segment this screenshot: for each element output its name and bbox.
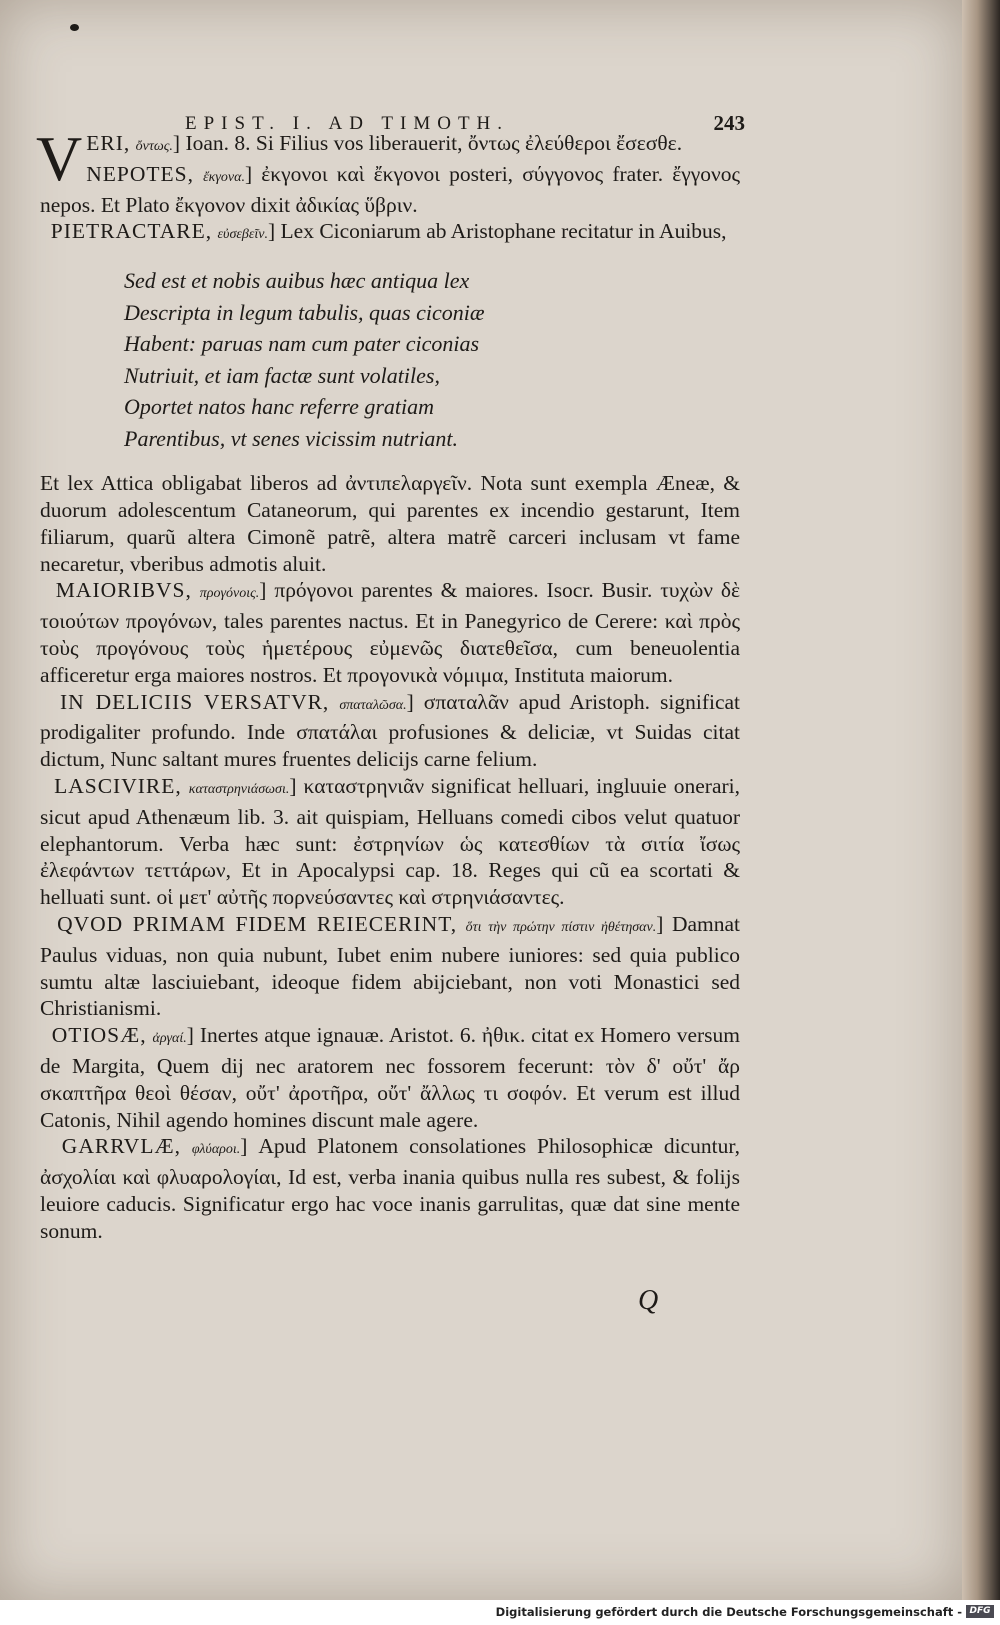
commentary-text: ] Apud Platonem consolationes Philosophicæ dicuntur, ἀσχολίαι καὶ φλυαρολογίαι, Id est, verba inania quibus nulla res subest, & folijs leuiore caducis. Significatur ergo hac voce inanis garrulitas, quæ dat sine mente sonum.: [40, 1134, 740, 1243]
scan-edge: [962, 0, 1000, 1600]
verse-line: Oportet natos hanc referre gratiam: [124, 394, 435, 420]
ink-spot: [70, 24, 79, 31]
verse-line: Nutriuit, et iam factæ sunt volatiles,: [124, 362, 440, 388]
commentary-text: ] Ioan. 8. Si Filius vos liberauerit, ὄντως ἐλεύθεροι ἔσεσθε.: [172, 131, 683, 155]
paragraph-nepotes: [40, 161, 740, 219]
commentary-text: ] πρόγονοι parentes & maiores. Isocr. Busir. τυχὼν δὲ τοιούτων προγόνων, tales parentes nactus. Et in Panegyrico de Cerere: καὶ πρὸς τοὺς προγόνους τοὺς ἡμετέρους εὐμενῶς διατεθεῖσα, cum beneuolentia afficeretur erga maiores nostros. Et προγονικὰ νόμιμα, Instituta maiorum.: [40, 578, 741, 687]
lemma: IN DELICIIS VERSATVR,: [59, 689, 330, 714]
lemma: ERI,: [86, 131, 131, 155]
paragraph-lasciuire: [40, 773, 740, 911]
dfg-logo: DFG: [966, 1605, 994, 1618]
verse-line: Habent: paruas nam cum pater ciconias: [124, 331, 480, 357]
greek-term: προγόνοις.: [199, 586, 260, 602]
paragraph-pietractare: [40, 218, 740, 249]
lemma: LASCIVIRE,: [54, 773, 182, 798]
drop-cap: V: [36, 123, 83, 194]
commentary-text: Et lex Attica obligabat liberos ad ἀντιπελαργεῖν. Nota sunt exempla Æneæ, & duorum adolescentum Cataneorum, qui parentes ex incendio gestarunt, Item filiarum, quarũ altera Cimonẽ patrẽ, altera matrẽ carceri inclusam vt fame necaretur, vberibus admotis aluit.: [40, 471, 740, 576]
paragraph-garrulae: [40, 1133, 740, 1244]
commentary-text: ] σπαταλᾶν apud Aristoph. significat prodigaliter profundo. Inde σπατάλαι profusiones & deliciæ, vt Suidas citat dictum, Nunc saltant mures fruentes delicijs carne felium.: [40, 689, 741, 772]
lemma: MAIORIBVS,: [55, 578, 192, 603]
running-title: EPIST. I. AD TIMOTH.: [185, 113, 510, 134]
commentary-text: ] ἐκγονοι καὶ ἔκγονοι posteri, σύγγονος frater. ἔγγονος nepos. Et Plato ἔκγονον dixit ἀδικίας ὕβριν.: [40, 161, 740, 217]
paragraph-quod: [40, 911, 740, 1022]
lemma: OTIOSÆ,: [51, 1023, 147, 1048]
paragraph-otiosae: [40, 1022, 740, 1133]
page-number: 243: [713, 111, 745, 135]
lemma: GARRVLÆ,: [61, 1134, 181, 1159]
greek-term: ὄντως.: [135, 139, 173, 154]
commentary-text: ] Damnat Paulus viduas, non quia nubunt, Iubet enim nubere iuniores: sed quia publico sumtu altæ lasciuiebant, ideoque fidem abijciebant, non voti Monastici sed Christianismi.: [40, 911, 741, 1021]
lemma: PIETRACTARE,: [50, 219, 213, 244]
funding-credit: Digitalisierung gefördert durch die Deutsche Forschungsgemeinschaft -: [495, 1605, 962, 1619]
paragraph-etlex: [40, 470, 740, 577]
commentary-text: ] καταστρηνιᾶν significat helluari, ingluuie onerari, sicut apud Athenæum lib. 3. ait quispiam, Helluans comedi cibos velut quatuor elephantorum. Verba hæc sunt: ἐστρηνίων ὡς κατεσθίων τὰ σιτία ἴσως ἐλεφάντων τεττάρων, Et in Apocalypsi cap. 18. Reges qui cũ ea scortati & helluati sunt. οἱ μετ' αὐτῆς πορνεύσαντες καὶ στρηνιάσαντες.: [40, 773, 740, 910]
greek-term: καταστρηνιάσωσι.: [188, 781, 290, 797]
digitization-footer: [0, 1600, 1000, 1625]
verse-line: Parentibus, vt senes vicissim nutriant.: [124, 425, 459, 451]
greek-term: φλύαροι.: [191, 1142, 241, 1158]
verse-quotation: [124, 265, 740, 454]
greek-term: εὐσεβεῖν.: [217, 227, 268, 243]
lemma: QVOD PRIMAM FIDEM REIECERINT,: [57, 911, 458, 936]
greek-term: ὅτι τὴν πρώτην πίστιν ἠθέτησαν.: [465, 919, 657, 935]
paragraph-indeliciis: [40, 689, 740, 773]
greek-term: ἔκγονα.: [203, 169, 245, 185]
paragraph-maioribus: [40, 577, 740, 688]
greek-term: ἀργαί.: [152, 1031, 187, 1047]
commentary-text: ] Inertes atque ignauæ. Aristot. 6. ἠθικ. citat ex Homero versum de Margita, Quem dij nec aratorem nec fossorem fecerunt: τὸν δ' οὔτ' ἄρ σκαπτῆρα θεοὶ θέσαν, οὔτ' ἀροτῆρα, οὔτ' ἄλλως τι σοφόν. Et verum est illud Catonis, Nihil agendo homines discunt male agere.: [40, 1023, 741, 1132]
lemma: NEPOTES,: [86, 161, 194, 186]
greek-term: σπαταλῶσα.: [339, 697, 407, 713]
catchword: Q: [638, 1285, 659, 1316]
commentary-text: ] Lex Ciconiarum ab Aristophane recitatur in Auibus,: [267, 219, 727, 244]
verse-line: Descripta in legum tabulis, quas ciconiæ: [124, 299, 485, 325]
verse-line: Sed est et nobis auibus hæc antiqua lex: [124, 268, 470, 294]
